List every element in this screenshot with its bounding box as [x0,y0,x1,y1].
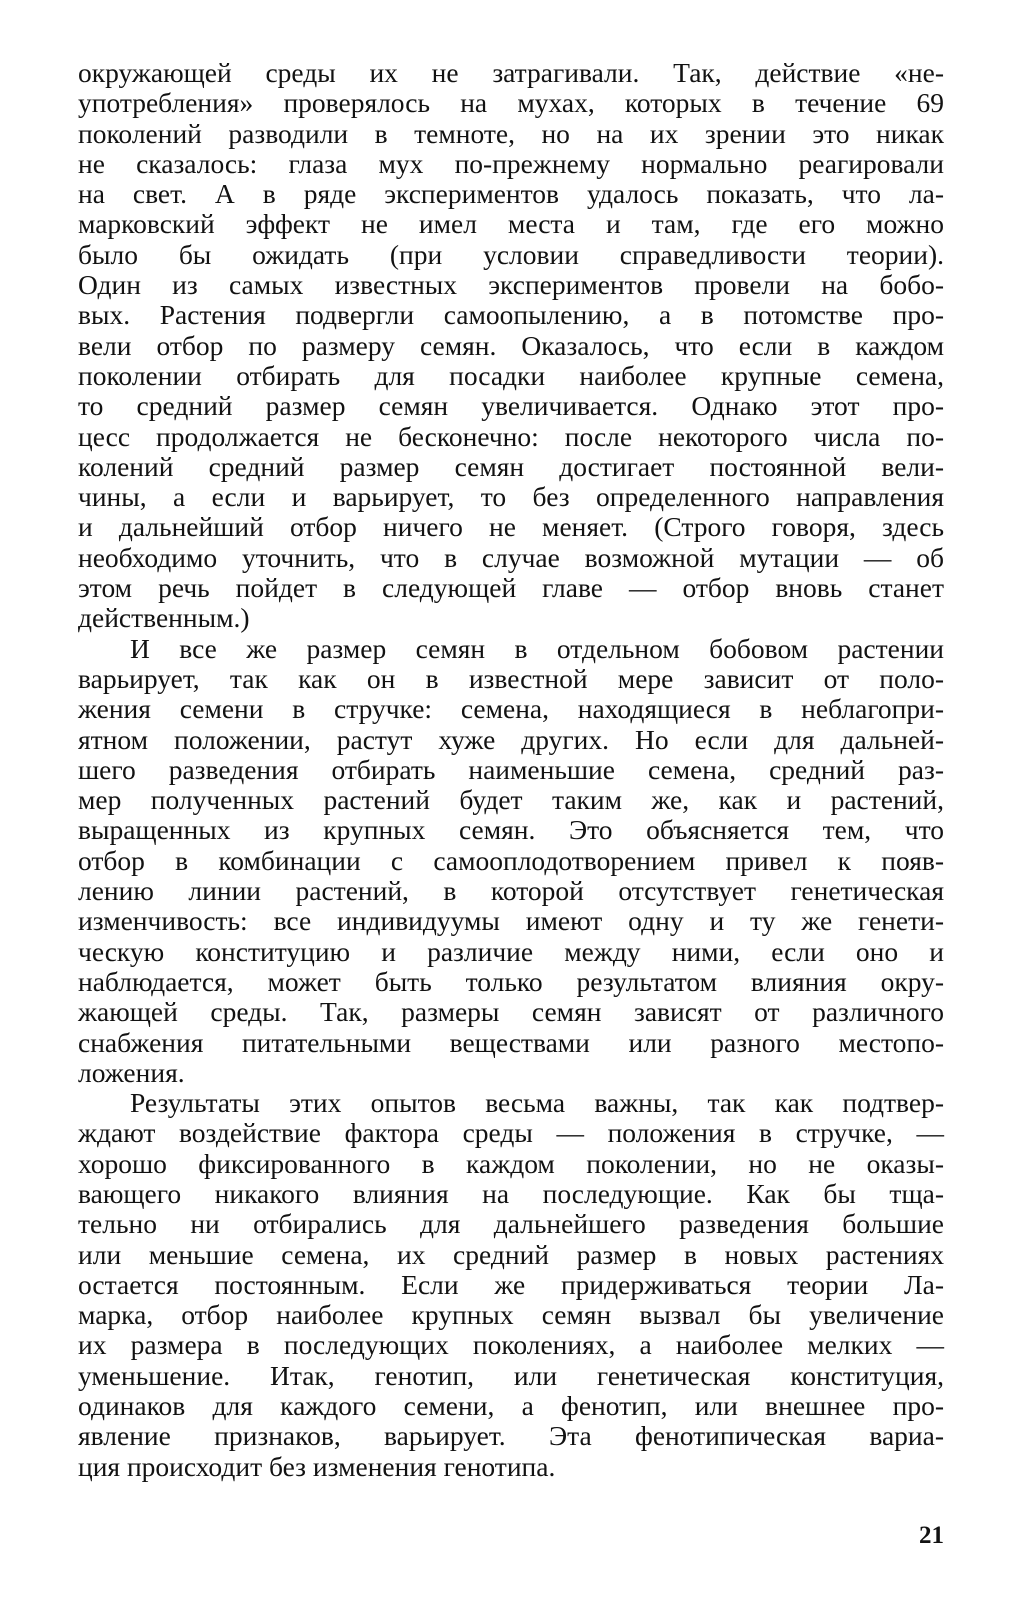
text-line: И все же размер семян в отдельном бобовом растении [130,632,944,664]
text-line: вели отбор по размеру семян. Оказалось, что если в каждом [78,329,944,361]
paragraph-3 [78,1088,944,1482]
text-line: жающей среды. Так, размеры семян зависят от различного [78,996,944,1028]
text-line: марка, отбор наиболее крупных семян вызвал бы увеличение [78,1299,944,1331]
text-line: лению линии растений, в которой отсутствует генетическая [78,875,944,907]
text-line: ложения. [78,1056,185,1088]
text-line: ция происходит без изменения генотипа. [78,1450,556,1482]
text-line: хорошо фиксированного в каждом поколении, но не оказы- [78,1147,944,1179]
text-line: на свет. А в ряде экспериментов удалось показать, что ла- [78,178,944,210]
text-line: этом речь пойдет в следующей главе — отбор вновь станет [78,572,944,604]
text-line: Результаты этих опытов весьма важны, так как подтвер- [130,1087,944,1119]
text-line: ждают воздействие фактора среды — положения в стручке, — [78,1117,944,1149]
text-line: то средний размер семян увеличивается. Однако этот про- [78,390,944,422]
text-line: остается постоянным. Если же придерживаться теории Ла- [78,1268,944,1300]
text-line: поколении отбирать для посадки наиболее крупные семена, [78,359,944,391]
text-line: цесс продолжается не бесконечно: после некоторого числа по- [78,420,944,452]
text-line: и дальнейший отбор ничего не меняет. (Строго говоря, здесь [78,511,944,543]
text-line: одинаков для каждого семени, а фенотип, или внешнее про- [78,1390,944,1422]
text-line: уменьшение. Итак, генотип, или генетическая конституция, [78,1359,944,1391]
text-line: ческую конституцию и различие между ними, если оно и [78,935,944,967]
text-line: или меньшие семена, их средний размер в новых растениях [78,1238,944,1270]
text-line: наблюдается, может быть только результатом влияния окру- [78,965,944,997]
text-line: колений средний размер семян достигает постоянной вели- [78,450,944,482]
text-line: поколений разводили в темноте, но на их зрении это никак [78,117,944,149]
text-line: жения семени в стручке: семена, находящиеся в неблагопри- [78,693,944,725]
page-text [78,58,944,1482]
text-line: окружающей среды их не затрагивали. Так, действие «не- [78,57,944,88]
text-line: отбор в комбинации с самооплодотворением привел к появ- [78,844,944,876]
text-line: не сказалось: глаза мух по-прежнему нормально реагировали [78,147,944,179]
text-line: чины, а если и варьирует, то без определенного направления [78,481,944,513]
text-line: тельно ни отбирались для дальнейшего разведения большие [78,1208,944,1240]
text-line: употребления» проверялось на мухах, которых в течение 69 [78,87,944,119]
text-line: было бы ожидать (при условии справедливости теории). [78,238,944,270]
paragraph-2 [78,634,944,1088]
text-line: необходимо уточнить, что в случае возможной мутации — об [78,541,944,573]
page-number: 21 [919,1522,944,1549]
text-line: снабжения питательными веществами или разного местопо- [78,1026,944,1058]
text-line: шего разведения отбирать наименьшие семена, средний раз- [78,753,944,785]
text-line: их размера в последующих поколениях, а наиболее мелких — [78,1329,944,1361]
paragraph-1 [78,58,944,634]
text-line: явление признаков, варьирует. Эта фенотипическая вариа- [78,1420,944,1452]
text-line: действенным.) [78,602,250,634]
text-line: вающего никакого влияния на последующие. Как бы тща- [78,1177,944,1209]
text-line: варьирует, так как он в известной мере зависит от поло- [78,662,944,694]
text-line: вых. Растения подвергли самоопылению, а в потомстве про- [78,299,944,331]
text-line: выращенных из крупных семян. Это объясняется тем, что [78,814,944,846]
text-line: Один из самых известных экспериментов провели на бобо- [78,269,944,301]
text-line: мер полученных растений будет таким же, как и растений, [78,784,944,816]
text-line: марковский эффект не имел места и там, где его можно [78,208,944,240]
text-line: ятном положении, растут хуже других. Но если для дальней- [78,723,944,755]
text-line: изменчивость: все индивидуумы имеют одну и ту же генети- [78,905,944,937]
